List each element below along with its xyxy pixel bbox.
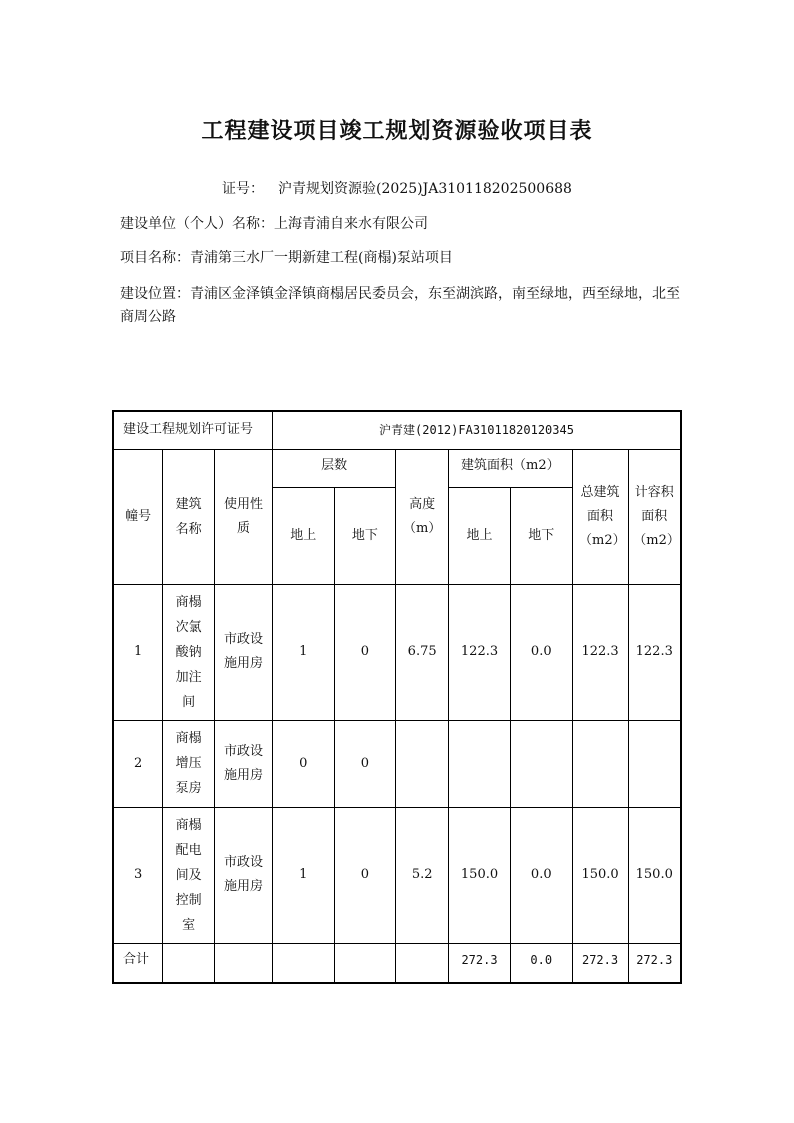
area-below: 0.0 [510, 584, 572, 720]
area-below [510, 720, 572, 807]
header-floors: 层数 [272, 449, 395, 487]
building-height: 6.75 [396, 584, 449, 720]
header-usage: 使用性质 [215, 449, 273, 584]
area-above: 122.3 [449, 584, 511, 720]
total-area-below: 0.0 [510, 943, 572, 983]
table-row [113, 807, 681, 943]
building-height: 5.2 [396, 807, 449, 943]
empty-cell [215, 943, 273, 983]
total-area [572, 720, 628, 807]
floors-below: 0 [334, 584, 396, 720]
header-floors-below: 地下 [334, 487, 396, 584]
table-row [113, 584, 681, 720]
total-area: 122.3 [572, 584, 628, 720]
far-area: 150.0 [628, 807, 681, 943]
building-height [396, 720, 449, 807]
certificate-line [0, 178, 794, 198]
empty-cell [334, 943, 396, 983]
far-area [628, 720, 681, 807]
header-far-area: 计容积面积（m2） [628, 449, 681, 584]
total-total-area: 272.3 [572, 943, 628, 983]
certificate-label: 证号： [222, 181, 265, 197]
total-area: 150.0 [572, 807, 628, 943]
floors-above: 0 [272, 720, 334, 807]
header-area-above: 地上 [449, 487, 511, 584]
header-building-area: 建筑面积（m2） [449, 449, 573, 487]
header-floors-above: 地上 [272, 487, 334, 584]
building-name: 商榻配电间及控制室 [163, 807, 215, 943]
permit-number: 沪青建(2012)FA31011820120345 [272, 411, 681, 449]
header-building-no: 幢号 [113, 449, 163, 584]
header-area-below: 地下 [510, 487, 572, 584]
permit-label: 建设工程规划许可证号 [113, 411, 272, 449]
floors-above: 1 [272, 807, 334, 943]
total-row [113, 943, 681, 983]
building-no: 1 [113, 584, 163, 720]
building-name: 商榻增压泵房 [163, 720, 215, 807]
area-above [449, 720, 511, 807]
empty-cell [163, 943, 215, 983]
header-total-area: 总建筑面积（m2） [572, 449, 628, 584]
construction-location: 建设位置：青浦区金泽镇金泽镇商榻居民委员会，东至湖滨路，南至绿地，西至绿地，北至商周公路 [120, 286, 680, 325]
building-no: 2 [113, 720, 163, 807]
floors-below: 0 [334, 720, 396, 807]
header-height: 高度（m） [396, 449, 449, 584]
project-name: 项目名称：青浦第三水厂一期新建工程(商榻)泵站项目 [120, 250, 453, 266]
area-above: 150.0 [449, 807, 511, 943]
empty-cell [396, 943, 449, 983]
construction-unit: 建设单位（个人）名称：上海青浦自来水有限公司 [120, 216, 428, 232]
building-usage: 市政设施用房 [215, 584, 273, 720]
total-far-area: 272.3 [628, 943, 681, 983]
empty-cell [272, 943, 334, 983]
table-row [113, 720, 681, 807]
area-below: 0.0 [510, 807, 572, 943]
building-usage: 市政设施用房 [215, 807, 273, 943]
floors-above: 1 [272, 584, 334, 720]
acceptance-table [112, 410, 682, 984]
header-building-name: 建筑名称 [163, 449, 215, 584]
building-no: 3 [113, 807, 163, 943]
building-name: 商榻次氯酸钠加注间 [163, 584, 215, 720]
floors-below: 0 [334, 807, 396, 943]
certificate-number: 沪青规划资源验(2025)JA310118202500688 [278, 181, 572, 197]
total-label: 合计 [113, 943, 163, 983]
far-area: 122.3 [628, 584, 681, 720]
page-title: 工程建设项目竣工规划资源验收项目表 [201, 118, 593, 144]
total-area-above: 272.3 [449, 943, 511, 983]
building-usage: 市政设施用房 [215, 720, 273, 807]
